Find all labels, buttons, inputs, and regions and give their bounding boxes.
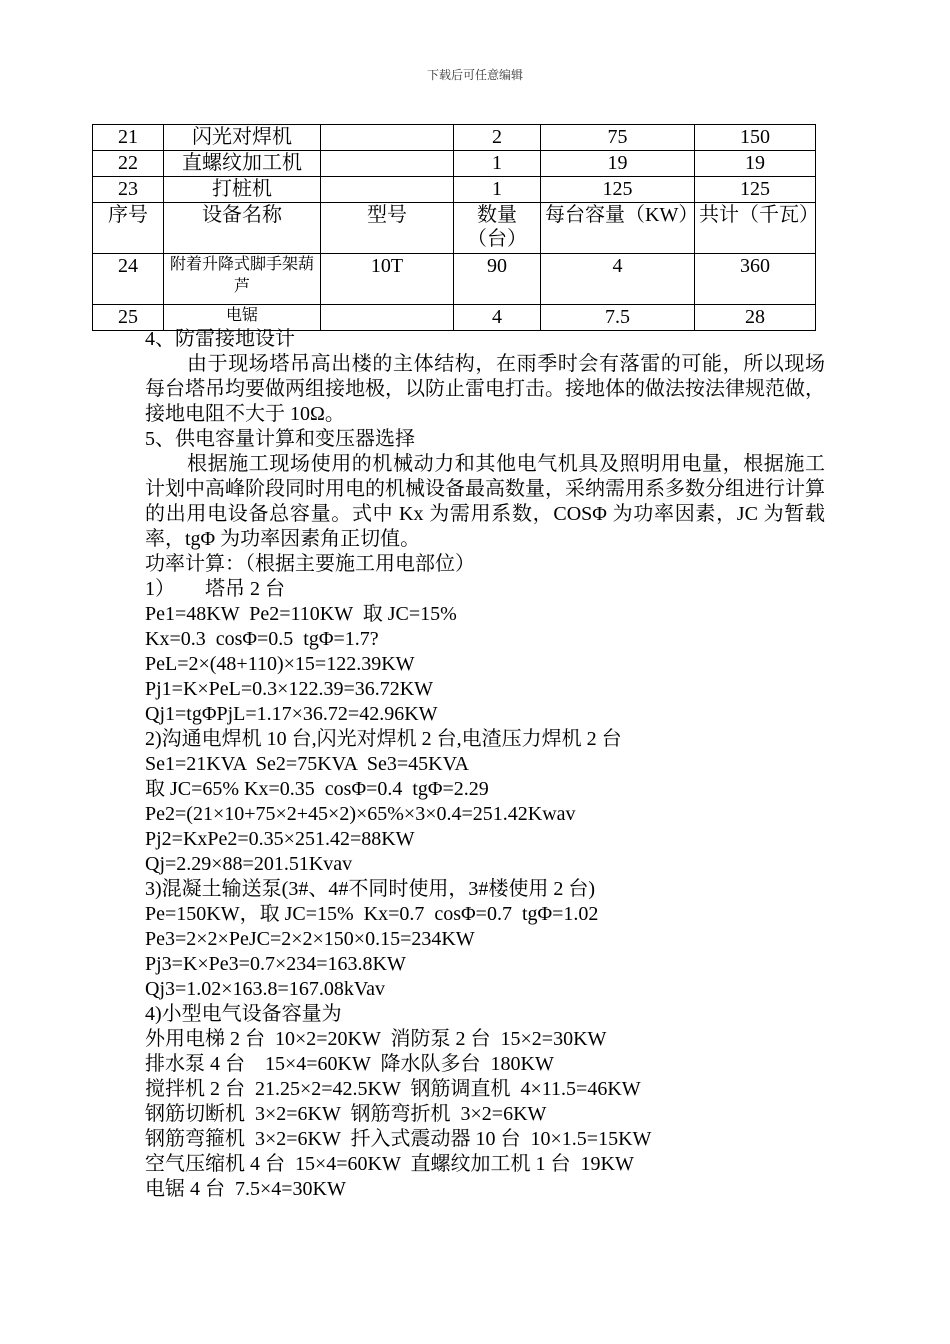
table-cell-total: 125 xyxy=(695,177,816,203)
table-cell-total: 19 xyxy=(695,151,816,177)
table-cell-cap: 19 xyxy=(541,151,695,177)
document-body xyxy=(145,327,825,1202)
table-cell-qty: 4 xyxy=(454,305,541,331)
text-line: 功率计算：（根据主要施工用电部位） xyxy=(145,553,475,575)
table-header-cell: 设备名称 xyxy=(164,203,321,254)
text-line: Pj3=K×Pe3=0.7×234=163.8KW xyxy=(145,953,406,975)
table-row xyxy=(93,254,816,305)
text-line: 2)沟通电焊机 10 台,闪光对焊机 2 台,电渣压力焊机 2 台 xyxy=(145,728,622,750)
table-cell-name: 直螺纹加工机 xyxy=(164,151,321,177)
table-cell-total: 360 xyxy=(695,254,816,305)
text-line: 钢筋弯箍机 3×2=6KW 扦入式震动器 10 台 10×1.5=15KW xyxy=(145,1128,652,1150)
text-line: Pe=150KW，取 JC=15% Kx=0.7 cosΦ=0.7 tgΦ=1.02 xyxy=(145,903,599,925)
table-cell-total: 28 xyxy=(695,305,816,331)
table-cell-model xyxy=(321,125,454,151)
table-cell-no: 22 xyxy=(93,151,164,177)
text-line: Pe3=2×2×PeJC=2×2×150×0.15=234KW xyxy=(145,928,475,950)
text-line: Kx=0.3 cosΦ=0.5 tgΦ=1.7? xyxy=(145,628,379,650)
table-header-row xyxy=(93,203,816,254)
section-5-text: 根据施工现场使用的机械动力和其他电气机具及照明用电量，根据施工计划中高峰阶段同时用电的机械设备最高数量，采纳需用系多数分组进行计算的出用电设备总容量。式中 Kx 为需用系数，COSΦ 为功率因素，JC 为暂载率，tgΦ 为功率因素角正切值。 xyxy=(145,453,825,550)
table-cell-cap: 7.5 xyxy=(541,305,695,331)
table-header-cell: 数量（台） xyxy=(454,203,541,254)
text-line: Pj1=K×PeL=0.3×122.39=36.72KW xyxy=(145,678,434,700)
table-cell-name: 电锯 xyxy=(164,305,321,331)
table-cell-no: 21 xyxy=(93,125,164,151)
table-cell-total: 150 xyxy=(695,125,816,151)
table-cell-qty: 2 xyxy=(454,125,541,151)
table-row xyxy=(93,125,816,151)
table-cell-model: 10T xyxy=(321,254,454,305)
table-row xyxy=(93,177,816,203)
table-row xyxy=(93,151,816,177)
section-4-text: 由于现场塔吊高出楼的主体结构，在雨季时会有落雷的可能，所以现场每台塔吊均要做两组接地极，以防止雷电打击。接地体的做法按法律规范做，接地电阻不大于 10Ω。 xyxy=(145,353,825,425)
table-cell-name: 打桩机 xyxy=(164,177,321,203)
table-cell-no: 24 xyxy=(93,254,164,305)
table-cell-cap: 75 xyxy=(541,125,695,151)
text-line: Pj2=KxPe2=0.35×251.42=88KW xyxy=(145,828,415,850)
text-line: 钢筋切断机 3×2=6KW 钢筋弯折机 3×2=6KW xyxy=(145,1103,547,1125)
text-line: 1） 塔吊 2 台 xyxy=(145,578,285,600)
text-line: 搅拌机 2 台 21.25×2=42.5KW 钢筋调直机 4×11.5=46KW xyxy=(145,1078,641,1100)
page-header: 下载后可任意编辑 xyxy=(426,68,523,82)
table-cell-model xyxy=(321,177,454,203)
section-4-title: 4、防雷接地设计 xyxy=(145,328,295,350)
calculation-lines xyxy=(145,552,825,1202)
text-line: 外用电梯 2 台 10×2=20KW 消防泵 2 台 15×2=30KW xyxy=(145,1028,607,1050)
text-line: Pe2=(21×10+75×2+45×2)×65%×3×0.4=251.42Kwav xyxy=(145,803,576,825)
equipment-table xyxy=(92,124,819,331)
text-line: 3)混凝土输送泵(3#、4#不同时使用，3#楼使用 2 台) xyxy=(145,878,595,900)
text-line: 空气压缩机 4 台 15×4=60KW 直螺纹加工机 1 台 19KW xyxy=(145,1153,634,1175)
text-line: Se1=21KVA Se2=75KVA Se3=45KVA xyxy=(145,753,469,775)
text-line: Qj1=tgΦPjL=1.17×36.72=42.96KW xyxy=(145,703,438,725)
table-cell-cap: 4 xyxy=(541,254,695,305)
text-line: 取 JC=65% Kx=0.35 cosΦ=0.4 tgΦ=2.29 xyxy=(145,778,489,800)
table-cell-no: 25 xyxy=(93,305,164,331)
table-cell-qty: 1 xyxy=(454,177,541,203)
table-header-cell: 每台容量（KW） xyxy=(541,203,695,254)
text-line: Qj3=1.02×163.8=167.08kVav xyxy=(145,978,385,1000)
text-line: 4)小型电气设备容量为 xyxy=(145,1003,342,1025)
table-header-cell: 序号 xyxy=(93,203,164,254)
table-cell-no: 23 xyxy=(93,177,164,203)
table-cell-qty: 1 xyxy=(454,151,541,177)
table-header-cell: 型号 xyxy=(321,203,454,254)
table-cell-model xyxy=(321,151,454,177)
text-line: Qj=2.29×88=201.51Kvav xyxy=(145,853,353,875)
section-5-title: 5、供电容量计算和变压器选择 xyxy=(145,428,415,450)
text-line: 排水泵 4 台 15×4=60KW 降水队多台 180KW xyxy=(145,1053,554,1075)
text-line: PeL=2×(48+110)×15=122.39KW xyxy=(145,653,415,675)
table-cell-cap: 125 xyxy=(541,177,695,203)
text-line: 电锯 4 台 7.5×4=30KW xyxy=(145,1178,346,1200)
text-line: Pe1=48KW Pe2=110KW 取 JC=15% xyxy=(145,603,457,625)
table-cell-qty: 90 xyxy=(454,254,541,305)
table-header-cell: 共计（千瓦） xyxy=(695,203,816,254)
table-cell-name: 闪光对焊机 xyxy=(164,125,321,151)
table-cell-name: 附着升降式脚手架葫芦 xyxy=(164,254,321,305)
